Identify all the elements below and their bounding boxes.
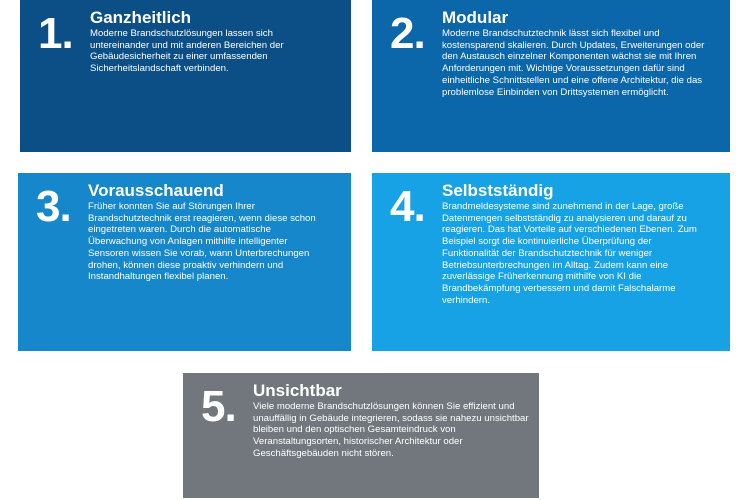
card-text: Viele moderne Brandschutzlösungen können Sie effizient und unauffällig in Gebäude integrieren, sodass sie nahezu unsichtbar bleiben und den optischen Gesamteindruck von Veranstaltungsorten, historischer Architektur oder Geschäftsgebäuden nicht stören.: [253, 401, 529, 459]
card-title: Selbstständig: [442, 181, 554, 200]
card-title: Modular: [442, 8, 509, 27]
card-number: 2.: [390, 9, 425, 58]
card-title: Vorausschauend: [88, 181, 224, 200]
card-number: 1.: [38, 9, 73, 58]
card-content: [88, 181, 341, 283]
card-title: Ganzheitlich: [90, 8, 192, 27]
card-modular: [372, 0, 730, 152]
card-unsichtbar: [183, 373, 539, 498]
card-content: [253, 381, 529, 460]
card-text: Moderne Brandschutztechnik lässt sich flexibel und kostensparend skalieren. Durch Updates, Erweiterungen oder den Austausch einzelner Komponenten wächst sie mit Ihren Anforderungen mit. Wichtige Voraussetzungen dafür sind einheitliche Schnittstellen und eine offene Architektur, die das problemlose Einbinden von Drittsystemen ermöglicht.: [442, 28, 705, 98]
card-ganzheitlich: [20, 0, 351, 152]
card-content: [442, 8, 720, 98]
card-vorausschauend: [18, 173, 351, 351]
card-text: Brandmeldesysteme sind zunehmend in der Lage, große Datenmengen selbstständig zu analysieren und darauf zu reagieren. Das hat Vorteile auf verschiedenen Ebenen. Zum Beispiel sorgt die kontinuierliche Überprüfung der Funktionalität der Brandschutztechnik für weniger Betriebsunterbrechungen im Alltag. Zudem kann eine zuverlässige Früherkennung mithilfe von KI die Brandbekämpfung verbessern und damit Falschalarme verhindern.: [442, 201, 697, 306]
card-text: Früher konnten Sie auf Störungen Ihrer Brandschutztechnik erst reagieren, wenn diese schon eingetreten waren. Durch die automatische Überwachung von Anlagen mithilfe intelligenter Sensoren wissen Sie vorab, wann Unterbrechungen drohen, können diese proaktiv verhindern und Instandhaltungen flexibel planen.: [88, 201, 316, 283]
card-content: [442, 181, 720, 306]
card-text: Moderne Brandschutzlösungen lassen sich untereinander und mit anderen Bereichen der Gebäudesicherheit zu einer umfassenden Sicherheitslandschaft verbinden.: [90, 28, 284, 75]
card-number: 4.: [390, 182, 425, 231]
card-title: Unsichtbar: [253, 381, 342, 400]
card-selbststaendig: [372, 173, 730, 351]
card-number: 5.: [201, 382, 236, 431]
card-number: 3.: [36, 182, 71, 231]
card-content: [90, 8, 341, 75]
